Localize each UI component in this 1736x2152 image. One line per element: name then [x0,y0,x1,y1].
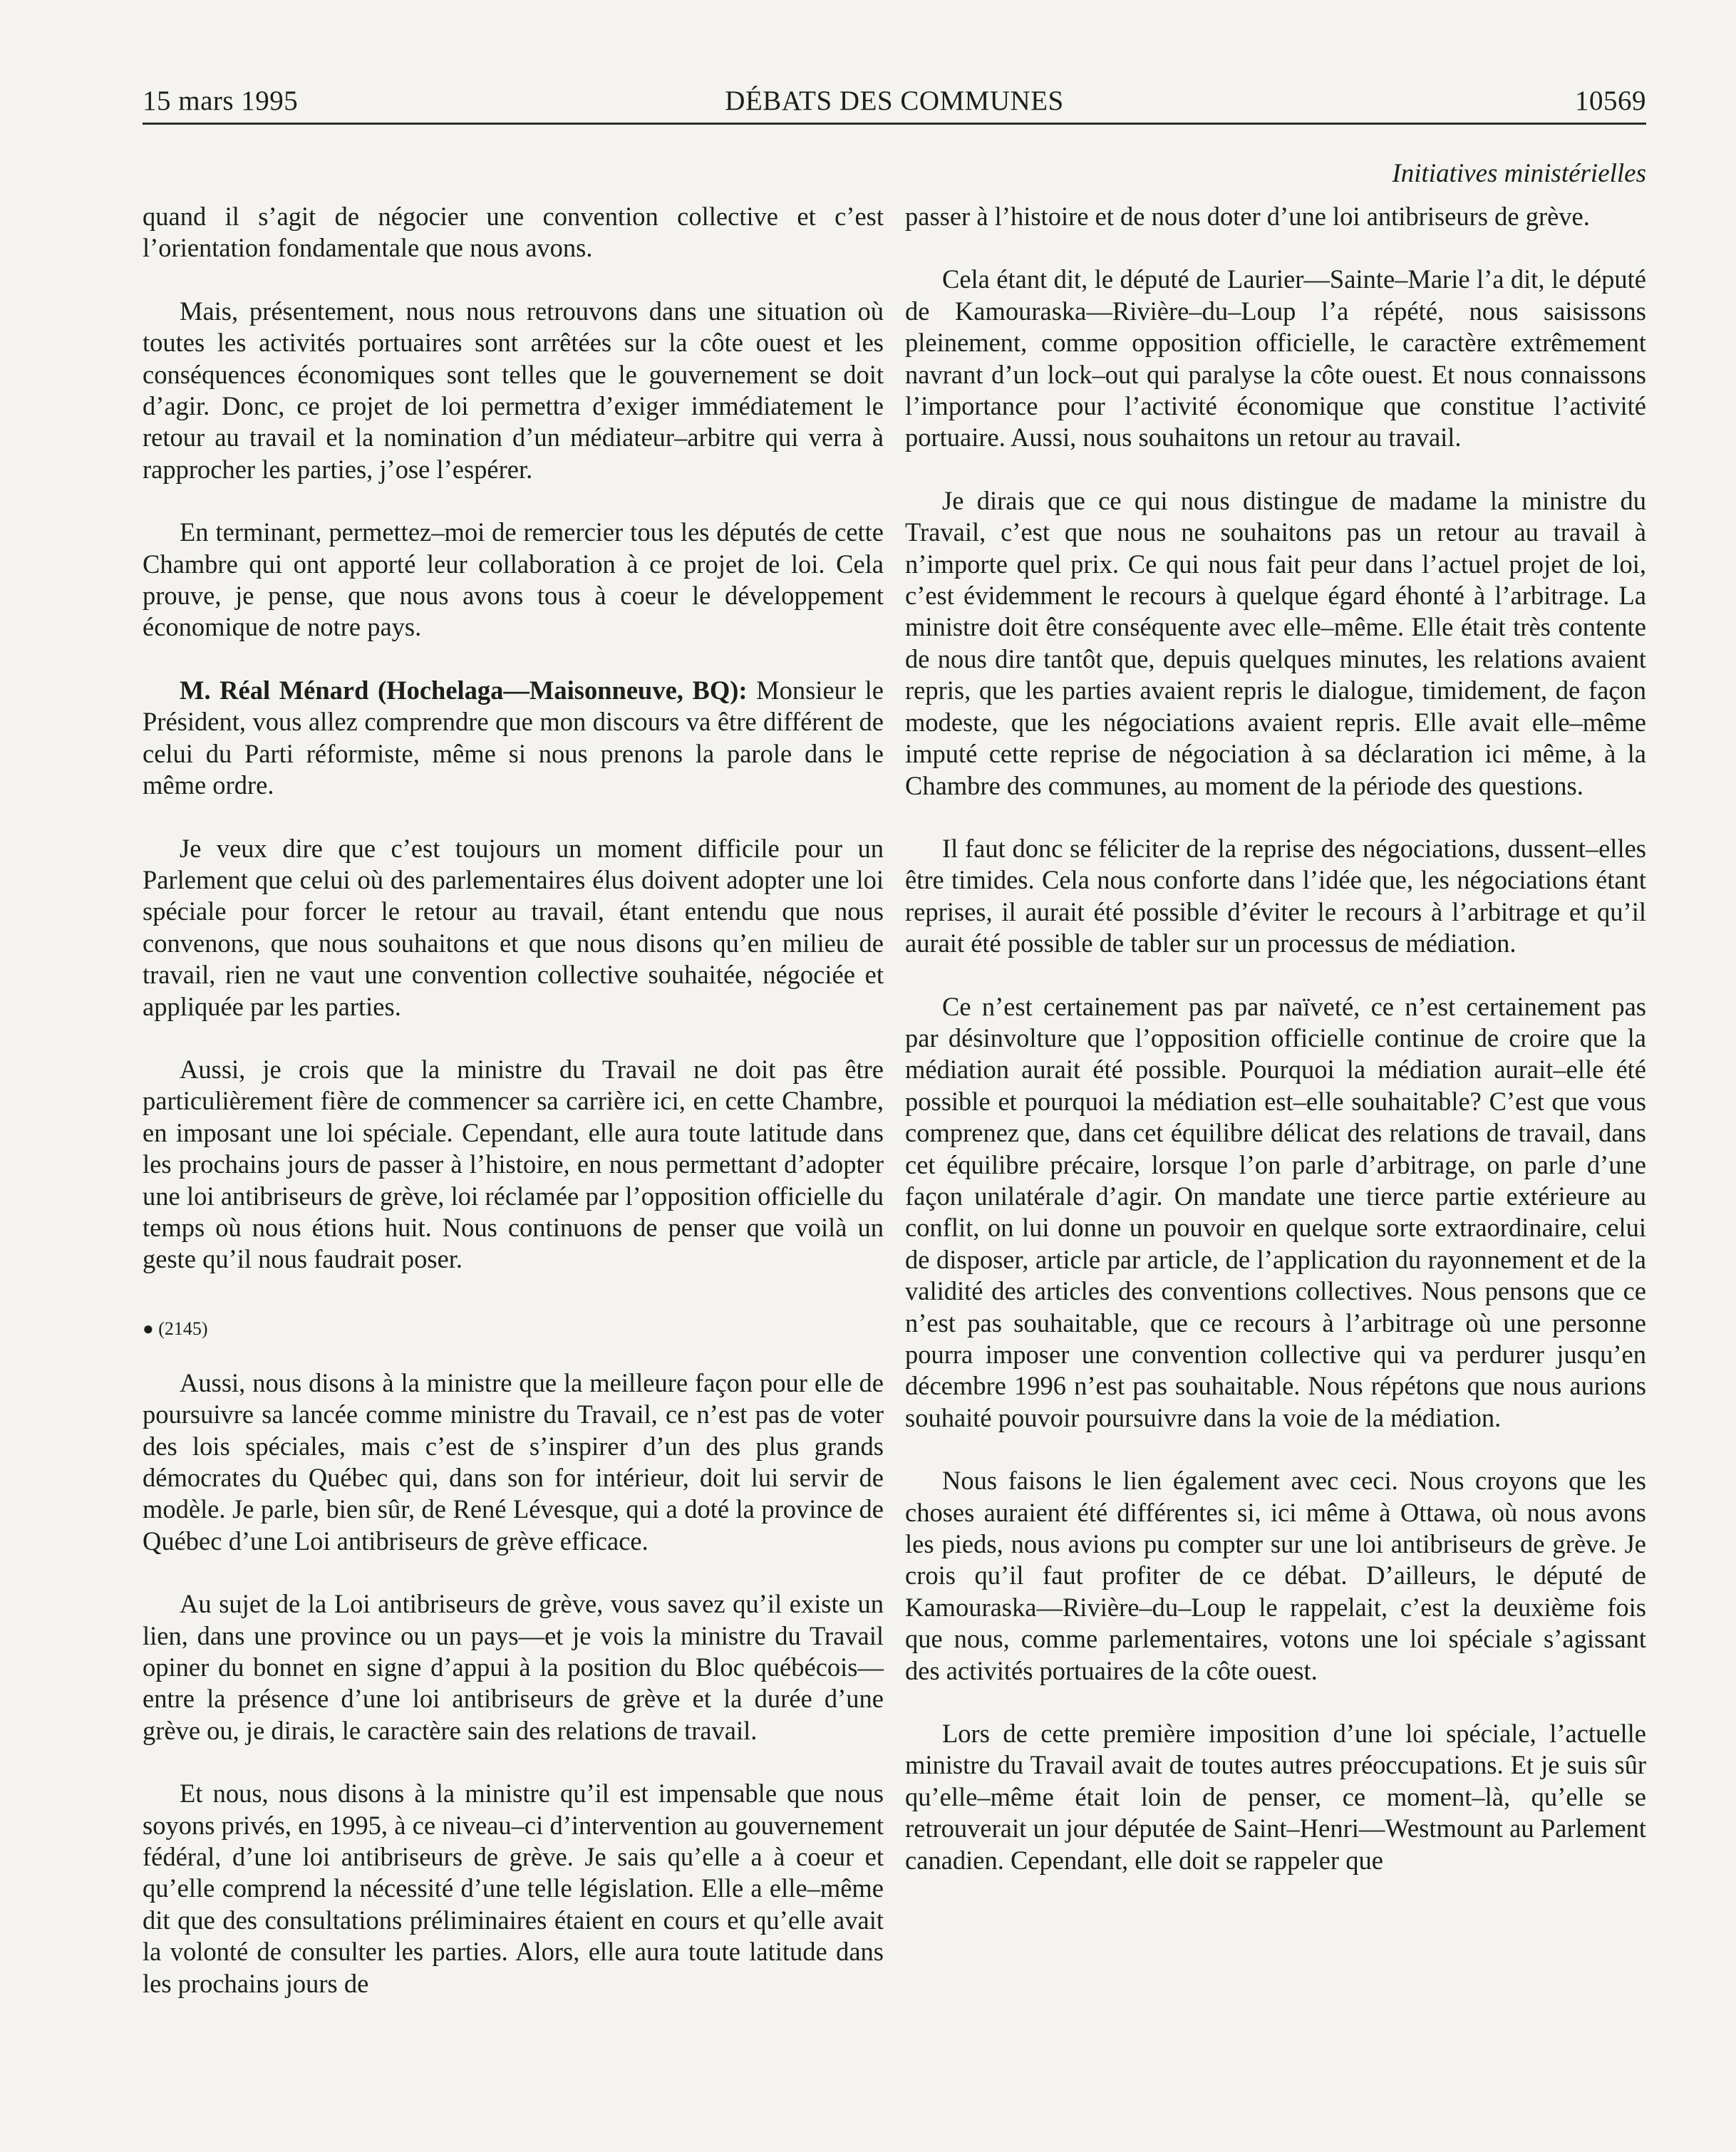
speaker-text: Monsieur le Président, vous allez comprendre que mon discours va être différent de celui du Parti réformiste, même si nous prenons la parole dans le même ordre. [143,675,884,800]
paragraph: Et nous, nous disons à la ministre qu’il est impensable que nous soyons privés, en 1995, à ce niveau–ci d’intervention au gouvernement fédéral, d’une loi antibriseurs de grève. Je sais qu’elle a à coeur et qu’elle comprend la nécessité d’une telle législation. Elle a elle–même dit que des consultations préliminaires étaient en cours et qu’elle avait la volonté de consulter les parties. Alors, elle aura toute latitude dans les prochains jours de [143,1779,884,1998]
left-column [143,201,884,2000]
paragraph: passer à l’histoire et de nous doter d’une loi antibriseurs de grève. [905,202,1590,231]
header-date: 15 mars 1995 [143,86,299,116]
time-marker: ● (2145) [143,1318,208,1339]
paragraph: Au sujet de la Loi antibriseurs de grève, vous savez qu’il existe un lien, dans une province ou un pays—et je vois la ministre du Travail opiner du bonnet en signe d’appui à la position du Bloc québécois—entre la présence d’une loi antibriseurs de grève et la durée d’une grève ou, je dirais, le caractère sain des relations de travail. [143,1589,884,1745]
paragraph: Il faut donc se féliciter de la reprise des négociations, dussent–elles être timides. Cela nous conforte dans l’idée que, les négociations étant reprises, il aurait été possible d’éviter le recours à l’arbitrage et qu’il aurait été possible de tabler sur un processus de médiation. [905,833,1646,958]
paragraph: Je dirais que ce qui nous distingue de madame la ministre du Travail, c’est que nous ne souhaitons pas un retour au travail à n’importe quel prix. Ce qui nous fait peur dans l’actuel projet de loi, c’est évidemment le recours à quelque égard éhonté à l’arbitrage. La ministre doit être conséquente avec elle–même. Elle était très contente de nous dire tantôt que, depuis quelques minutes, les relations avaient repris, que les parties avaient repris le dialogue, timidement, de façon modeste, que les négociations avaient repris. Elle avait elle–même imputé cette reprise de négociation à sa déclaration ici même, à la Chambre des communes, au moment de la période des questions. [905,485,1646,800]
section-title: Initiatives ministérielles [1392,159,1646,188]
paragraph: Mais, présentement, nous nous retrouvons dans une situation où toutes les activités portuaires sont arrêtées sur la côte ouest et les conséquences économiques sont telles que le gouvernement se doit d’agir. Donc, ce projet de loi permettra d’exiger immédiatement le retour au travail et la nomination d’un médiateur–arbitre qui verra à rapprocher les parties, j’ose l’espérer. [143,296,884,484]
paragraph: Cela étant dit, le député de Laurier—Sainte–Marie l’a dit, le député de Kamouraska—Rivière–du–Loup l’a répété, nous saisissons pleinement, comme opposition officielle, le caractère extrêmement navrant d’un lock–out qui paralyse la côte ouest. Et nous connaissons l’importance pour l’activité économique que constitue l’activité portuaire. Aussi, nous souhaitons un retour au travail. [905,264,1646,452]
header-page-number: 10569 [1575,86,1646,116]
paragraph: Nous faisons le lien également avec ceci. Nous croyons que les choses auraient été différentes si, ici même à Ottawa, où nous avons les pieds, nous avions pu compter sur une loi antibriseurs de grève. Je crois qu’il faut profiter de ce débat. D’ailleurs, le député de Kamouraska—Rivière–du–Loup le rappelait, c’est la deuxième fois que nous, comme parlementaires, votons une loi spéciale s’agissant des activités portuaires de la côte ouest. [905,1466,1646,1685]
paragraph: Ce n’est certainement pas par naïveté, ce n’est certainement pas par désinvolture que l’opposition officielle continue de croire que la médiation aurait été possible. Pourquoi la médiation aurait–elle été possible et pourquoi la médiation est–elle souhaitable? C’est que vous comprenez que, dans cet équilibre délicat des relations de travail, dans cet équilibre précaire, lorsque l’on parle d’arbitrage, on parle d’une façon unilatérale d’agir. On mandate une tierce partie extérieure au conflit, on lui donne un pouvoir en quelque sorte extraordinaire, celui de disposer, article par article, de l’application du rayonnement et de la validité des articles des conventions collectives. Nous pensons que ce n’est pas souhaitable, que ce recours à l’arbitrage où une personne pourra imposer une convention collective qui va perdurer jusqu’en décembre 1996 n’est pas souhaitable. Nous répétons que nous aurions souhaité pouvoir poursuivre dans la voie de la médiation. [905,991,1646,1432]
speaker-name: M. Réal Ménard (Hochelaga—Maisonneuve, BQ): [180,675,748,705]
paragraph: Je veux dire que c’est toujours un moment difficile pour un Parlement que celui où des parlementaires élus doivent adopter une loi spéciale pour forcer le retour au travail, étant entendu que nous convenons, que nous souhaitons et que nous disons qu’en milieu de travail, rien ne vaut une convention collective souhaitée, négociée et appliquée par les parties. [143,833,884,1021]
paragraph: Lors de cette première imposition d’une loi spéciale, l’actuelle ministre du Travail avait de toutes autres préoccupations. Et je suis sûr qu’elle–même était loin de penser, ce moment–là, qu’elle se retrouverait un jour députée de Saint–Henri—Westmount au Parlement canadien. Cependant, elle doit se rappeler que [905,1719,1646,1875]
paragraph: Aussi, nous disons à la ministre que la meilleure façon pour elle de poursuivre sa lancée comme ministre du Travail, ce n’est pas de voter des lois spéciales, mais c’est de s’inspirer d’un des plus grands démocrates du Québec qui, dans son for intérieur, doit lui servir de modèle. Je parle, bien sûr, de René Lévesque, qui a doté la province de Québec d’une Loi antibriseurs de grève efficace. [143,1367,884,1556]
speaker-paragraph [143,675,884,802]
header-title: DÉBATS DES COMMUNES [725,86,1064,116]
page-header [143,80,1646,125]
paragraph: Aussi, je crois que la ministre du Travail ne doit pas être particulièrement fière de commencer sa carrière ici, en cette Chambre, en imposant une loi spéciale. Cependant, elle aura toute latitude dans les prochains jours de passer à l’histoire, en nous permettant d’adopter une loi antibriseurs de grève, loi réclamée par l’opposition officielle du temps où nous étions huit. Nous continuons de penser que voilà un geste qu’il nous faudrait poser. [143,1054,884,1274]
right-column [905,201,1646,1876]
paragraph: En terminant, permettez–moi de remercier tous les députés de cette Chambre qui ont apporté leur collaboration à ce projet de loi. Cela prouve, je pense, que nous avons tous à coeur le développement économique de notre pays. [143,517,884,642]
paragraph: quand il s’agit de négocier une convention collective et c’est l’orientation fondamentale que nous avons. [143,202,884,263]
